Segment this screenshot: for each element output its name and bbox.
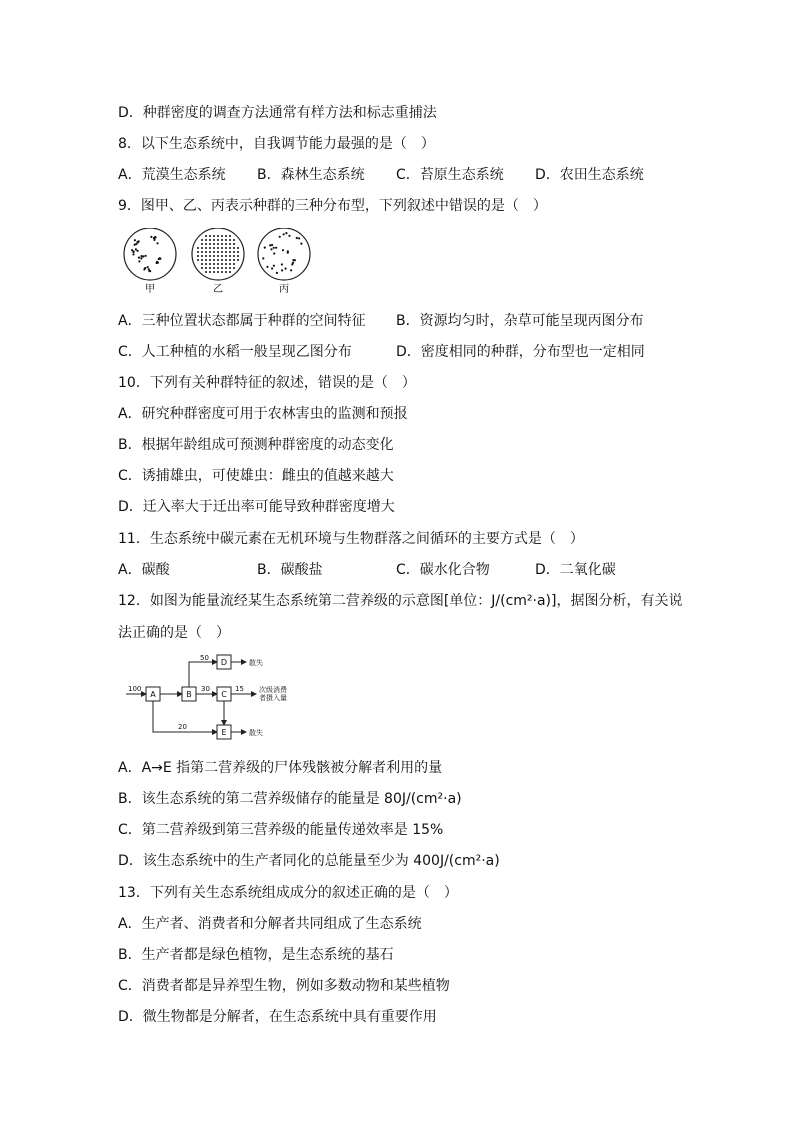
dot [270, 248, 272, 250]
dot [288, 235, 290, 237]
box-b-label: B [186, 690, 192, 699]
q9-option-b: B．资源均匀时，杂草可能呈现丙图分布 [396, 313, 644, 329]
dot [281, 269, 283, 271]
dot [221, 235, 223, 237]
q13-stem: 13．下列有关生态系统组成成分的叙述正确的是（ ） [118, 885, 458, 901]
dot [135, 243, 137, 245]
dot [205, 247, 207, 249]
q8-stem: 8．以下生态系统中，自我调节能力最强的是（ ） [118, 136, 435, 152]
dot [225, 251, 227, 253]
q9-option-a: A．三种位置状态都属于种群的空间特征 [118, 313, 366, 329]
dot [217, 239, 219, 241]
value-c-out: 15 [235, 685, 244, 693]
dot [233, 239, 235, 241]
label-bing: 丙 [279, 284, 289, 295]
dot [143, 268, 145, 270]
dot [209, 263, 211, 265]
dot [140, 257, 142, 259]
dot [213, 239, 215, 241]
label-d-out: 散失 [249, 659, 263, 667]
q12-option-d: D．该生态系统中的生产者同化的总能量至少为 400J/(cm²·a) [118, 853, 500, 869]
dot [237, 259, 239, 261]
q11-option-a: A．碳酸 [118, 562, 170, 578]
dot [201, 243, 203, 245]
dot [285, 232, 287, 234]
dot [209, 259, 211, 261]
q8-option-d: D．农田生态系统 [535, 167, 644, 183]
box-e-label: E [221, 728, 227, 737]
q12-option-b: B．该生态系统的第二营养级储存的能量是 80J/(cm²·a) [118, 791, 462, 807]
q8-option-b: B．森林生态系统 [257, 167, 365, 183]
dot [233, 267, 235, 269]
dot [213, 263, 215, 265]
dot [137, 250, 139, 252]
dot [229, 235, 231, 237]
dot [225, 267, 227, 269]
value-a-to-e: 20 [178, 723, 187, 731]
value-input: 100 [128, 685, 142, 693]
q12-stem-line1: 12．如图为能量流经某生态系统第二营养级的示意图[单位：J/(cm²·a)]，据图分析，有关说 [118, 593, 683, 609]
dot [138, 257, 140, 259]
dot [209, 267, 211, 269]
dot [282, 249, 284, 251]
dot [237, 247, 239, 249]
dot [221, 259, 223, 261]
dot [283, 233, 285, 235]
dot [132, 253, 134, 255]
dot [262, 257, 264, 259]
q10-option-d: D．迁入率大于迁出率可能导致种群密度增大 [118, 499, 395, 515]
dot [273, 247, 275, 249]
dot [273, 252, 275, 254]
dot [285, 268, 287, 270]
dot [205, 251, 207, 253]
dot [197, 251, 199, 253]
dot [287, 252, 289, 254]
dot [276, 272, 278, 274]
dot [229, 239, 231, 241]
q12-option-c: C．第二营养级到第三营养级的能量传递效率是 15% [118, 822, 444, 838]
q9-stem: 9．图甲、乙、丙表示种群的三种分布型，下列叙述中错误的是（ ） [118, 198, 547, 214]
distribution-figure [120, 228, 320, 296]
circle-bing [258, 228, 310, 280]
q10-option-b: B．根据年龄组成可预测种群密度的动态变化 [118, 437, 394, 453]
dot [221, 239, 223, 241]
dot [209, 235, 211, 237]
dot [225, 263, 227, 265]
dot [145, 255, 147, 257]
dot [205, 271, 207, 273]
dot [233, 263, 235, 265]
dot [197, 255, 199, 257]
dot [217, 235, 219, 237]
q10-stem: 10．下列有关种群特征的叙述，错误的是（ ） [118, 375, 416, 391]
dot [217, 255, 219, 257]
dot [209, 247, 211, 249]
dot [290, 269, 292, 271]
dot [205, 235, 207, 237]
dot [233, 255, 235, 257]
dot [205, 239, 207, 241]
q10-option-a: A．研究种群密度可用于农林害虫的监测和预报 [118, 406, 408, 422]
dot [225, 247, 227, 249]
q11-option-d: D．二氧化碳 [535, 562, 616, 578]
dot [134, 239, 136, 241]
dot [201, 239, 203, 241]
dot [225, 255, 227, 257]
dot [233, 259, 235, 261]
dot [233, 247, 235, 249]
dot [221, 271, 223, 273]
q7-option-d: D．种群密度的调查方法通常有样方法和标志重捕法 [118, 105, 437, 121]
dot [217, 247, 219, 249]
dot [221, 263, 223, 265]
q13-option-b: B．生产者都是绿色植物，是生态系统的基石 [118, 947, 394, 963]
dot [225, 271, 227, 273]
dot [229, 247, 231, 249]
dot [221, 267, 223, 269]
dot [217, 267, 219, 269]
dot [205, 243, 207, 245]
q8-option-a: A．荒漠生态系统 [118, 167, 226, 183]
dot [197, 247, 199, 249]
label-jia: 甲 [145, 284, 155, 295]
dot [225, 239, 227, 241]
dot [271, 267, 273, 269]
dot [229, 267, 231, 269]
dot [201, 247, 203, 249]
q9-option-c: C．人工种植的水稻一般呈现乙图分布 [118, 344, 352, 360]
dot [153, 239, 155, 241]
dot [229, 259, 231, 261]
dot [225, 243, 227, 245]
dot [221, 247, 223, 249]
q12-stem-line2: 法正确的是（ ） [118, 625, 230, 641]
dot [298, 237, 300, 239]
dot [213, 243, 215, 245]
dot [281, 263, 283, 265]
dot [225, 235, 227, 237]
dot [217, 271, 219, 273]
dot [225, 259, 227, 261]
q11-option-c: C．碳水化合物 [396, 562, 490, 578]
dot [135, 248, 137, 250]
dot [233, 251, 235, 253]
dot [148, 270, 150, 272]
dot [213, 271, 215, 273]
box-c-label: C [221, 690, 227, 699]
dot [154, 237, 156, 239]
dot [201, 251, 203, 253]
dot [292, 259, 294, 261]
dot [279, 236, 281, 238]
value-b-to-c: 30 [201, 685, 210, 693]
dot [205, 263, 207, 265]
dot [213, 267, 215, 269]
dot [221, 243, 223, 245]
box-d-label: D [220, 658, 228, 667]
q11-stem: 11．生态系统中碳元素在无机环境与生物群落之间循环的主要方式是（ ） [118, 531, 584, 547]
dot [131, 249, 133, 251]
q8-option-c: C．苔原生态系统 [396, 167, 504, 183]
label-yi: 乙 [213, 284, 223, 295]
dot [273, 265, 275, 267]
dot [201, 255, 203, 257]
dot [217, 243, 219, 245]
dot [213, 235, 215, 237]
dot [209, 243, 211, 245]
dot [159, 257, 161, 259]
dot [205, 267, 207, 269]
dot [205, 255, 207, 257]
dot [156, 242, 158, 244]
q13-option-c: C．消费者都是异养型生物，例如多数动物和某些植物 [118, 978, 450, 994]
dot [141, 255, 143, 257]
dot [205, 259, 207, 261]
dot [221, 251, 223, 253]
q13-option-d: D．微生物都是分解者，在生态系统中具有重要作用 [118, 1009, 437, 1025]
dot [138, 240, 140, 242]
dot [213, 247, 215, 249]
dot [266, 266, 268, 268]
dot [213, 255, 215, 257]
dot [296, 237, 298, 239]
q13-option-a: A．生产者、消费者和分解者共同组成了生态系统 [118, 916, 422, 932]
dot [213, 251, 215, 253]
label-e-out: 散失 [249, 729, 263, 737]
dot [217, 263, 219, 265]
dot [209, 251, 211, 253]
dot [201, 259, 203, 261]
energy-flow-diagram [124, 652, 294, 744]
dot [150, 236, 152, 238]
dot [233, 243, 235, 245]
dot [292, 262, 294, 264]
circle-jia [124, 228, 176, 280]
dot [221, 255, 223, 257]
dot [275, 247, 277, 249]
dot [217, 251, 219, 253]
dot [264, 247, 266, 249]
dot [229, 255, 231, 257]
box-a-label: A [150, 690, 156, 699]
q10-option-c: C．诱捕雄虫，可使雄虫：雌虫的值越来越大 [118, 468, 394, 484]
dot [157, 262, 159, 264]
label-c-out-line2: 者摄入量 [259, 694, 287, 702]
dot [213, 259, 215, 261]
dot [271, 244, 273, 246]
dot [209, 255, 211, 257]
dot [201, 267, 203, 269]
dot [197, 259, 199, 261]
dot [138, 260, 140, 262]
dot [201, 263, 203, 265]
q9-option-d: D．密度相同的种群，分布型也一定相同 [396, 344, 645, 360]
dot [229, 243, 231, 245]
dot [237, 255, 239, 257]
q11-option-b: B．碳酸盐 [257, 562, 323, 578]
dot [237, 251, 239, 253]
dot [209, 239, 211, 241]
dot [269, 244, 271, 246]
dot [209, 271, 211, 273]
dot [217, 259, 219, 261]
label-c-out-line1: 次级消费 [259, 686, 287, 694]
dot [229, 271, 231, 273]
dot [229, 263, 231, 265]
circle-yi [192, 228, 244, 280]
dot [229, 251, 231, 253]
dot [147, 266, 149, 268]
value-b-to-d: 50 [200, 654, 209, 662]
q12-option-a: A．A→E 指第二营养级的尸体残骸被分解者利用的量 [118, 760, 443, 776]
dot [300, 243, 302, 245]
